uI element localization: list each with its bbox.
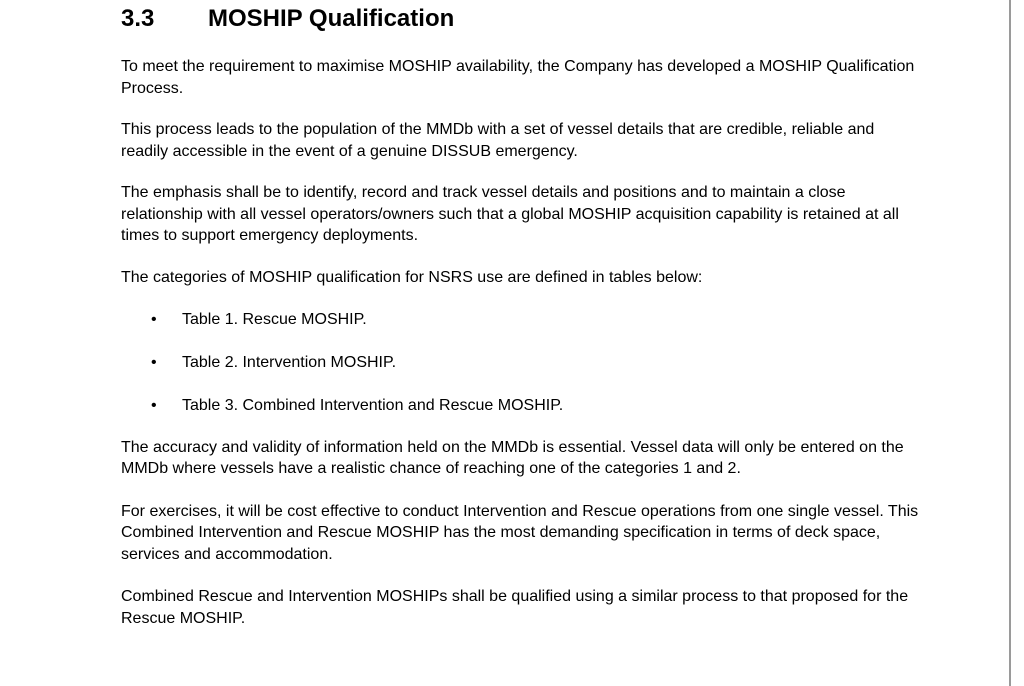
- paragraph-categories: The categories of MOSHIP qualification for NSRS use are defined in tables below:: [121, 268, 703, 286]
- paragraph-intro: To meet the requirement to maximise MOSHIP availability, the Company has developed a MOSHIP Qualification Process.: [121, 58, 915, 97]
- list-item-text: Table 2. Intervention MOSHIP.: [182, 354, 397, 371]
- viewer-gutter: [1011, 0, 1024, 686]
- list-item: [121, 309, 921, 331]
- section-number: 3.3: [121, 5, 155, 32]
- bullet-icon: •: [151, 311, 157, 328]
- section-title: MOSHIP Qualification: [208, 5, 455, 32]
- list-item: [121, 395, 921, 417]
- paragraph-accuracy: The accuracy and validity of information held on the MMDb is essential. Vessel data will only be entered on the MMDb where vessels have a realistic chance of reaching one of the categories 1 and 2.: [121, 438, 904, 477]
- list-item-text: Table 1. Rescue MOSHIP.: [182, 311, 367, 328]
- paragraph-emphasis: The emphasis shall be to identify, record and track vessel details and positions and to maintain a close relationship with all vessel operators/owners such that a global MOSHIP acquisition capability is retained at all times to support emergency deployments.: [121, 184, 899, 244]
- list-item-text: Table 3. Combined Intervention and Rescue MOSHIP.: [182, 397, 564, 414]
- list-item: [121, 352, 921, 374]
- table-list: [121, 309, 921, 417]
- bullet-icon: •: [151, 397, 157, 414]
- paragraph-exercises: For exercises, it will be cost effective to conduct Intervention and Rescue operations from one single vessel. This Combined Intervention and Rescue MOSHIP has the most demanding specification in terms of deck space, services and accommodation.: [121, 502, 919, 563]
- section-content: [121, 0, 921, 629]
- paragraph-process: This process leads to the population of the MMDb with a set of vessel details that are credible, reliable and readily accessible in the event of a genuine DISSUB emergency.: [121, 121, 875, 160]
- paragraph-combined: Combined Rescue and Intervention MOSHIPs shall be qualified using a similar process to that proposed for the Rescue MOSHIP.: [121, 588, 909, 627]
- bullet-icon: •: [151, 354, 157, 371]
- section-heading: [121, 4, 921, 34]
